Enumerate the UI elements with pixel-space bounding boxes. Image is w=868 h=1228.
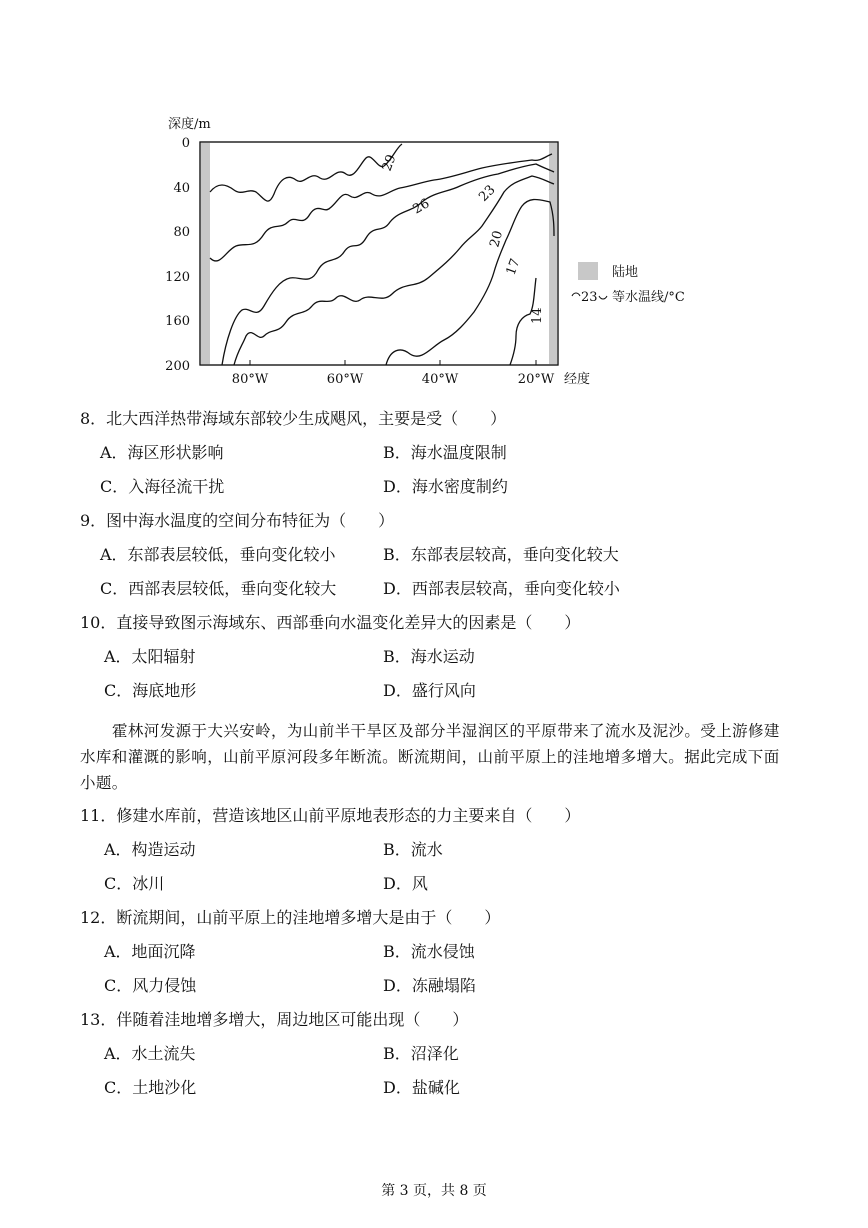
x-tick-20w: 20°W	[517, 372, 555, 387]
land-strip-east	[549, 142, 558, 365]
legend-isotherm-label: 等水温线/°C	[612, 290, 685, 305]
question-13-option-b[interactable]: B．沼泽化	[383, 1044, 459, 1063]
question-9-option-d[interactable]: D．西部表层较高，垂向变化较小	[383, 579, 620, 598]
question-13-option-d[interactable]: D．盐碱化	[383, 1078, 460, 1097]
question-11-option-b[interactable]: B．流水	[383, 840, 443, 859]
question-9-option-b[interactable]: B．东部表层较高，垂向变化较大	[383, 545, 619, 564]
question-10-option-a[interactable]: A．太阳辐射	[104, 647, 196, 666]
question-11-option-c[interactable]: C．冰川	[104, 874, 165, 893]
question-13-option-c[interactable]: C．土地沙化	[104, 1078, 197, 1097]
isotherm-label-20: 20	[487, 229, 507, 250]
question-11-option-a[interactable]: A．构造运动	[104, 840, 196, 859]
question-8-option-a[interactable]: A．海区形状影响	[100, 443, 224, 462]
question-12-option-c[interactable]: C．风力侵蚀	[104, 976, 197, 995]
isotherm-23	[222, 164, 554, 365]
isotherm-label-29: 29	[379, 152, 400, 174]
y-tick-0: 0	[181, 136, 190, 151]
question-10-option-b[interactable]: B．海水运动	[383, 647, 475, 666]
question-12-option-a[interactable]: A．地面沉降	[104, 942, 196, 961]
isotherm-label-23: 23	[476, 182, 499, 205]
isotherm-depth-figure	[160, 110, 720, 395]
isotherm-label-26: 26	[410, 196, 433, 218]
question-13-option-a[interactable]: A．水土流失	[104, 1044, 196, 1063]
land-strip-west	[200, 142, 210, 365]
question-9-option-a[interactable]: A．东部表层较低，垂向变化较小	[100, 545, 336, 564]
page-footer: 第 3 页，共 8 页	[381, 1183, 487, 1199]
x-tick-60w: 60°W	[326, 372, 364, 387]
question-12-option-d[interactable]: D．冻融塌陷	[383, 976, 476, 995]
isotherm-label-17: 17	[503, 256, 524, 278]
question-8-option-d[interactable]: D．海水密度制约	[383, 477, 508, 496]
plot-frame	[200, 142, 558, 365]
isotherm-17	[386, 200, 554, 366]
question-8-option-c[interactable]: C．入海径流干扰	[100, 477, 225, 496]
reading-passage: 霍林河发源于大兴安岭，为山前半干旱区及部分半湿润区的平原带来了流水及泥沙。受上游修建水库和灌溉的影响，山前平原河段多年断流。断流期间，山前平原上的洼地增多增大。据此完成下面小题。	[80, 722, 780, 792]
y-tick-80: 80	[173, 225, 190, 240]
question-8-option-b[interactable]: B．海水温度限制	[383, 443, 507, 462]
isotherm-29	[210, 144, 402, 201]
isotherm-label-14: 14	[530, 307, 545, 324]
y-tick-40: 40	[173, 181, 190, 196]
question-12-option-b[interactable]: B．流水侵蚀	[383, 942, 475, 961]
question-9-stem: 9．图中海水温度的空间分布特征为（ ）	[80, 511, 395, 530]
question-11-option-d[interactable]: D．风	[383, 874, 428, 893]
question-8-stem: 8．北大西洋热带海域东部较少生成飓风，主要是受（ ）	[80, 409, 507, 428]
y-axis-label: 深度/m	[168, 117, 211, 132]
x-tick-80w: 80°W	[231, 372, 269, 387]
legend-isotherm-sample: 23	[581, 290, 598, 305]
question-10-option-c[interactable]: C．海底地形	[104, 681, 197, 700]
question-10-option-d[interactable]: D．盛行风向	[383, 681, 476, 700]
legend-isotherm-swatch	[572, 293, 580, 296]
question-13-stem: 13．伴随着洼地增多增大，周边地区可能出现（ ）	[80, 1010, 469, 1029]
legend-land-label: 陆地	[612, 265, 639, 280]
y-tick-120: 120	[165, 270, 190, 285]
y-tick-160: 160	[165, 314, 190, 329]
question-10-stem: 10．直接导致图示海域东、西部垂向水温变化差异大的因素是（ ）	[80, 613, 581, 632]
y-tick-200: 200	[165, 359, 190, 374]
question-12-stem: 12．断流期间，山前平原上的洼地增多增大是由于（ ）	[80, 908, 501, 927]
legend-land-swatch	[578, 262, 598, 280]
x-tick-40w: 40°W	[421, 372, 459, 387]
question-9-option-c[interactable]: C．西部表层较低，垂向变化较大	[100, 579, 337, 598]
question-11-stem: 11．修建水库前，营造该地区山前平原地表形态的力主要来自（ ）	[80, 806, 581, 825]
x-axis-label: 经度	[564, 372, 591, 387]
